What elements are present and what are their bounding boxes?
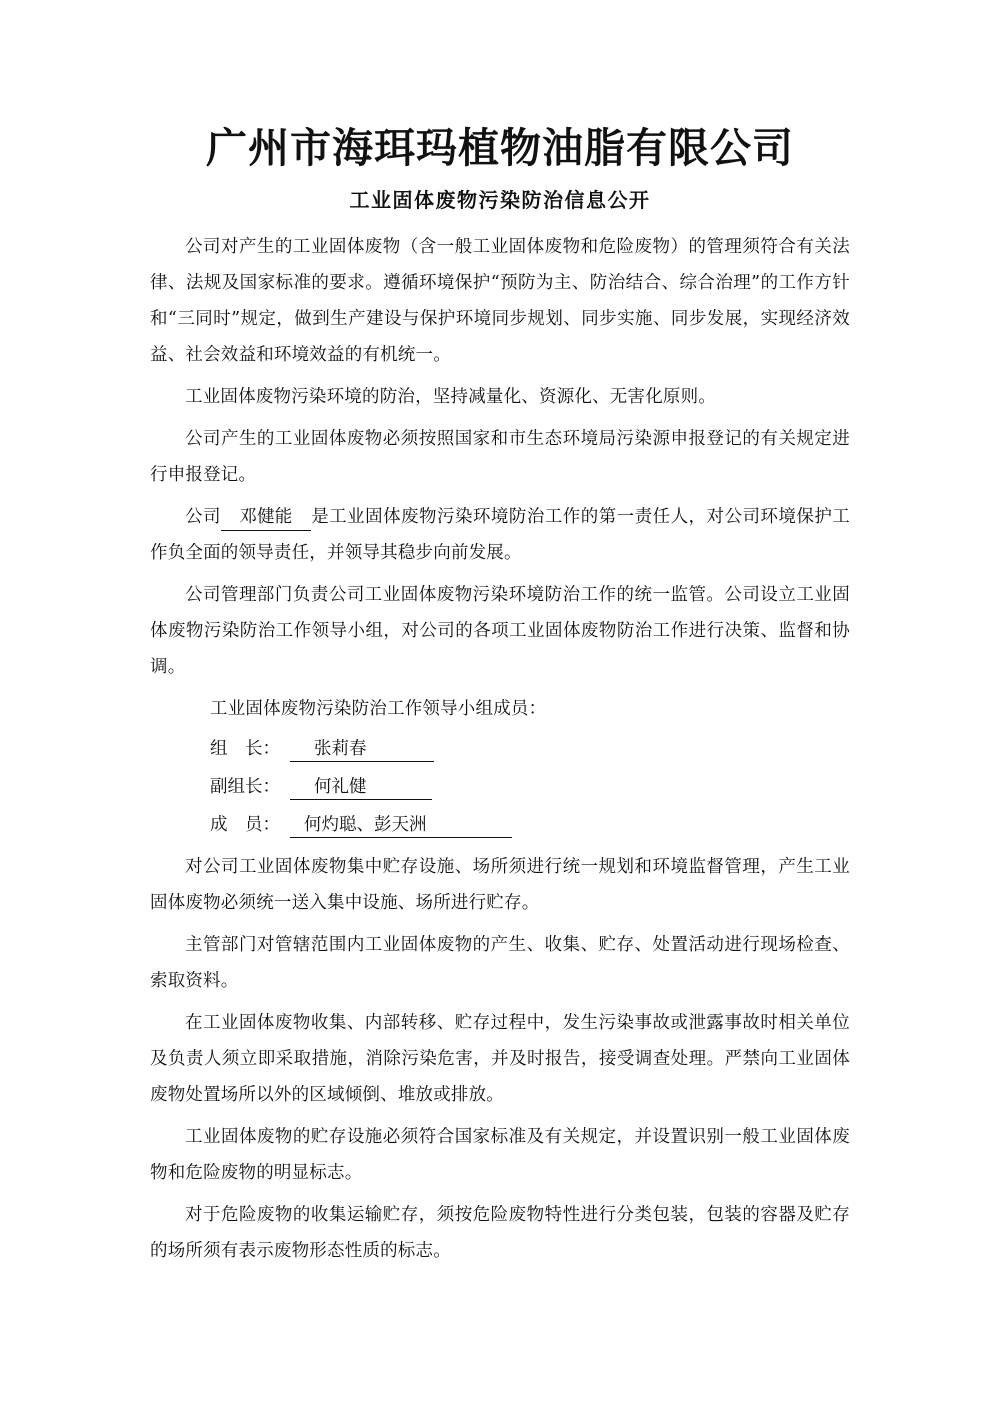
- paragraph-responsible-person: [150, 499, 850, 571]
- company-title: 广州市海珥玛植物油脂有限公司: [206, 124, 794, 172]
- responsible-prefix: 公司: [185, 507, 221, 527]
- group-members-names: 何灼聪、彭天洲: [290, 813, 512, 838]
- paragraph-registration: 公司产生的工业固体废物必须按照国家和市生态环境局污染源申报登记的有关规定进行申报登记。: [150, 429, 850, 485]
- group-deputy-row: [210, 769, 850, 805]
- group-leader-name: 张莉春: [290, 737, 434, 762]
- group-members-role: 成 员：: [210, 815, 280, 835]
- paragraph-storage-standards: 工业固体废物的贮存设施必须符合国家标准及有关规定，并设置识别一般工业固体废物和危险废物的明显标志。: [150, 1127, 850, 1183]
- group-deputy-role: 副组长：: [210, 777, 280, 797]
- group-members-heading: 工业固体废物污染防治工作领导小组成员：: [210, 699, 547, 719]
- paragraph-storage-planning: 对公司工业固体废物集中贮存设施、场所须进行统一规划和环境监督管理，产生工业固体废物必须统一送入集中设施、场所进行贮存。: [150, 857, 850, 913]
- paragraph-supervision: 公司管理部门负责公司工业固体废物污染环境防治工作的统一监管。公司设立工业固体废物污染防治工作领导小组，对公司的各项工业固体废物防治工作进行决策、监督和协调。: [150, 585, 850, 677]
- paragraph-accident-handling: 在工业固体废物收集、内部转移、贮存过程中，发生污染事故或泄露事故时相关单位及负责人须立即采取措施，消除污染危害，并及时报告，接受调查处理。严禁向工业固体废物处置场所以外的区域倾倒、堆放或排放。: [150, 1013, 850, 1105]
- paragraph-prevention-principles: 工业固体废物污染环境的防治，坚持减量化、资源化、无害化原则。: [185, 387, 716, 407]
- paragraph-inspection: 主管部门对管辖范围内工业固体废物的产生、收集、贮存、处置活动进行现场检查、索取资料。: [150, 935, 850, 991]
- group-deputy-name: 何礼健: [290, 775, 432, 800]
- document-subtitle: 工业固体废物污染防治信息公开: [349, 188, 651, 212]
- responsible-person-name: 邓健能: [221, 506, 311, 531]
- group-leader-role: 组 长：: [210, 739, 280, 759]
- paragraph-hazardous-packaging: 对于危险废物的收集运输贮存，须按危险废物特性进行分类包装，包装的容器及贮存的场所须有表示废物形态性质的标志。: [150, 1205, 850, 1261]
- group-leader-row: [210, 731, 850, 767]
- paragraph-management-principles: 公司对产生的工业固体废物（含一般工业固体废物和危险废物）的管理须符合有关法律、法规及国家标准的要求。遵循环境保护“预防为主、防治结合、综合治理”的工作方针和“三同时”规定，做到生产建设与保护环境同步规划、同步实施、同步发展，实现经济效益、社会效益和环境效益的有机统一。: [150, 237, 850, 365]
- responsible-suffix: 是工业固体废物污染环境防治工作的第一责任人，对公司环境保护工作负全面的领导责任，并领导其稳步向前发展。: [150, 507, 850, 563]
- document-body: [150, 229, 850, 1275]
- group-members-row: [210, 807, 850, 843]
